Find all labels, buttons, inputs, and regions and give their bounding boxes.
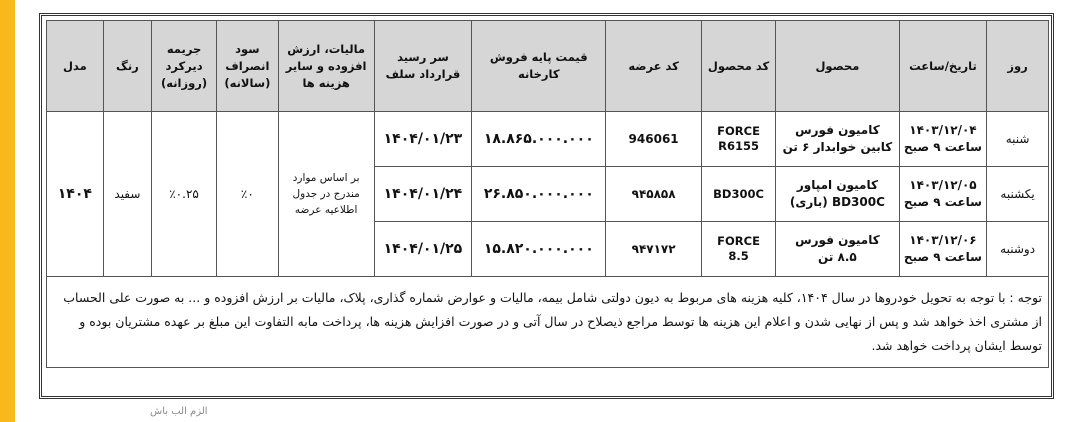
cell-date: ۱۴۰۳/۱۲/۰۶ xyxy=(909,233,977,247)
cell-product-code xyxy=(701,167,775,222)
cell-code-line1: BD300C xyxy=(713,186,764,201)
cell-maturity: ۱۴۰۴/۰۱/۲۳ xyxy=(374,112,472,167)
cell-model: ۱۴۰۴ xyxy=(47,112,104,277)
header-product: محصول xyxy=(776,21,900,112)
cell-code-line2: 8.5 xyxy=(728,249,749,263)
cell-product-line1: کامیون فورس xyxy=(795,233,880,247)
header-maturity: سر رسید قرارداد سلف xyxy=(374,21,472,112)
header-color: رنگ xyxy=(103,21,151,112)
cell-offer-code: 946061 xyxy=(606,112,702,167)
cell-product-line1: کامیون فورس xyxy=(795,123,880,137)
note-row xyxy=(47,277,1049,368)
footer-fragment: الزم الب باش xyxy=(150,406,208,417)
cell-time: ساعت ۹ صبح xyxy=(903,140,982,154)
cell-product-code xyxy=(701,112,775,167)
cell-date: ۱۴۰۳/۱۲/۰۵ xyxy=(909,178,977,192)
cell-offer-code: ۹۴۷۱۷۲ xyxy=(606,222,702,277)
cell-code-line1: FORCE xyxy=(717,124,760,138)
cell-product-line2: ۸.۵ تن xyxy=(818,250,857,264)
header-taxes: مالیات، ارزش افزوده و سایر هزینه ها xyxy=(278,21,374,112)
header-late-penalty: جریمه دیرکرد (روزانه) xyxy=(152,21,217,112)
cell-product-code xyxy=(701,222,775,277)
cell-product-line1: کامیون امپاور xyxy=(796,178,878,192)
cell-code-line1: FORCE xyxy=(717,234,760,248)
cell-maturity: ۱۴۰۴/۰۱/۲۵ xyxy=(374,222,472,277)
cell-date: ۱۴۰۳/۱۲/۰۴ xyxy=(909,123,977,137)
header-day: روز xyxy=(987,21,1049,112)
cell-price: ۱۵.۸۲۰.۰۰۰.۰۰۰ xyxy=(472,222,606,277)
cell-datetime xyxy=(899,167,987,222)
cell-cancel-profit: ٪۰ xyxy=(216,112,278,277)
price-table-frame xyxy=(39,13,1054,399)
header-row xyxy=(47,21,1049,112)
cell-product-line2: BD300C (باری) xyxy=(789,195,885,209)
cell-day: شنبه xyxy=(987,112,1049,167)
cell-day: یکشنبه xyxy=(987,167,1049,222)
cell-maturity: ۱۴۰۴/۰۱/۲۴ xyxy=(374,167,472,222)
cell-product xyxy=(776,167,900,222)
cell-day: دوشنبه xyxy=(987,222,1049,277)
cell-datetime xyxy=(899,222,987,277)
cell-product-line2: کابین خوابدار ۶ تن xyxy=(782,140,893,154)
header-offer-code: کد عرضه xyxy=(606,21,702,112)
cell-taxes: بر اساس موارد مندرج در جدول اطلاعیه عرضه xyxy=(278,112,374,277)
cell-color: سفید xyxy=(103,112,151,277)
header-base-price: قیمت پایه فروش کارخانه xyxy=(472,21,606,112)
sale-conditions-table xyxy=(46,20,1049,368)
cell-price: ۱۸.۸۶۵.۰۰۰.۰۰۰ xyxy=(472,112,606,167)
side-accent-bar xyxy=(0,0,15,422)
header-cancel-profit: سود انصراف (سالانه) xyxy=(216,21,278,112)
cell-price: ۲۶.۸۵۰.۰۰۰.۰۰۰ xyxy=(472,167,606,222)
table-row xyxy=(47,112,1049,167)
header-model: مدل xyxy=(47,21,104,112)
header-datetime: تاریخ/ساعت xyxy=(899,21,987,112)
cell-datetime xyxy=(899,112,987,167)
cell-product xyxy=(776,112,900,167)
cell-offer-code: ۹۴۵۸۵۸ xyxy=(606,167,702,222)
cell-time: ساعت ۹ صبح xyxy=(903,195,982,209)
cell-late-penalty: ٪۰.۲۵ xyxy=(152,112,217,277)
cell-code-line2: R6155 xyxy=(718,139,759,153)
note-text: توجه : با توجه به تحویل خودروها در سال ۱۴۰۴، کلیه هزینه های مربوط به دیون دولتی شامل بیمه، مالیات و عوارض شماره گذاری، پلاک، مالیات بر ارزش افزوده و ... به صورت علی الحساب از مشتری اخذ خواهد شد و پس از نهایی شدن و اعلام این هزینه ها توسط مراجع ذیصلاح در سال آتی و در صورت افزایش هزینه ها، پرداخت مابه التفاوت این مبلغ بر عهده مشتریان بوده و توسط ایشان پرداخت خواهد شد. xyxy=(47,277,1049,368)
header-product-code: کد محصول xyxy=(701,21,775,112)
cell-time: ساعت ۹ صبح xyxy=(903,250,982,264)
cell-product xyxy=(776,222,900,277)
